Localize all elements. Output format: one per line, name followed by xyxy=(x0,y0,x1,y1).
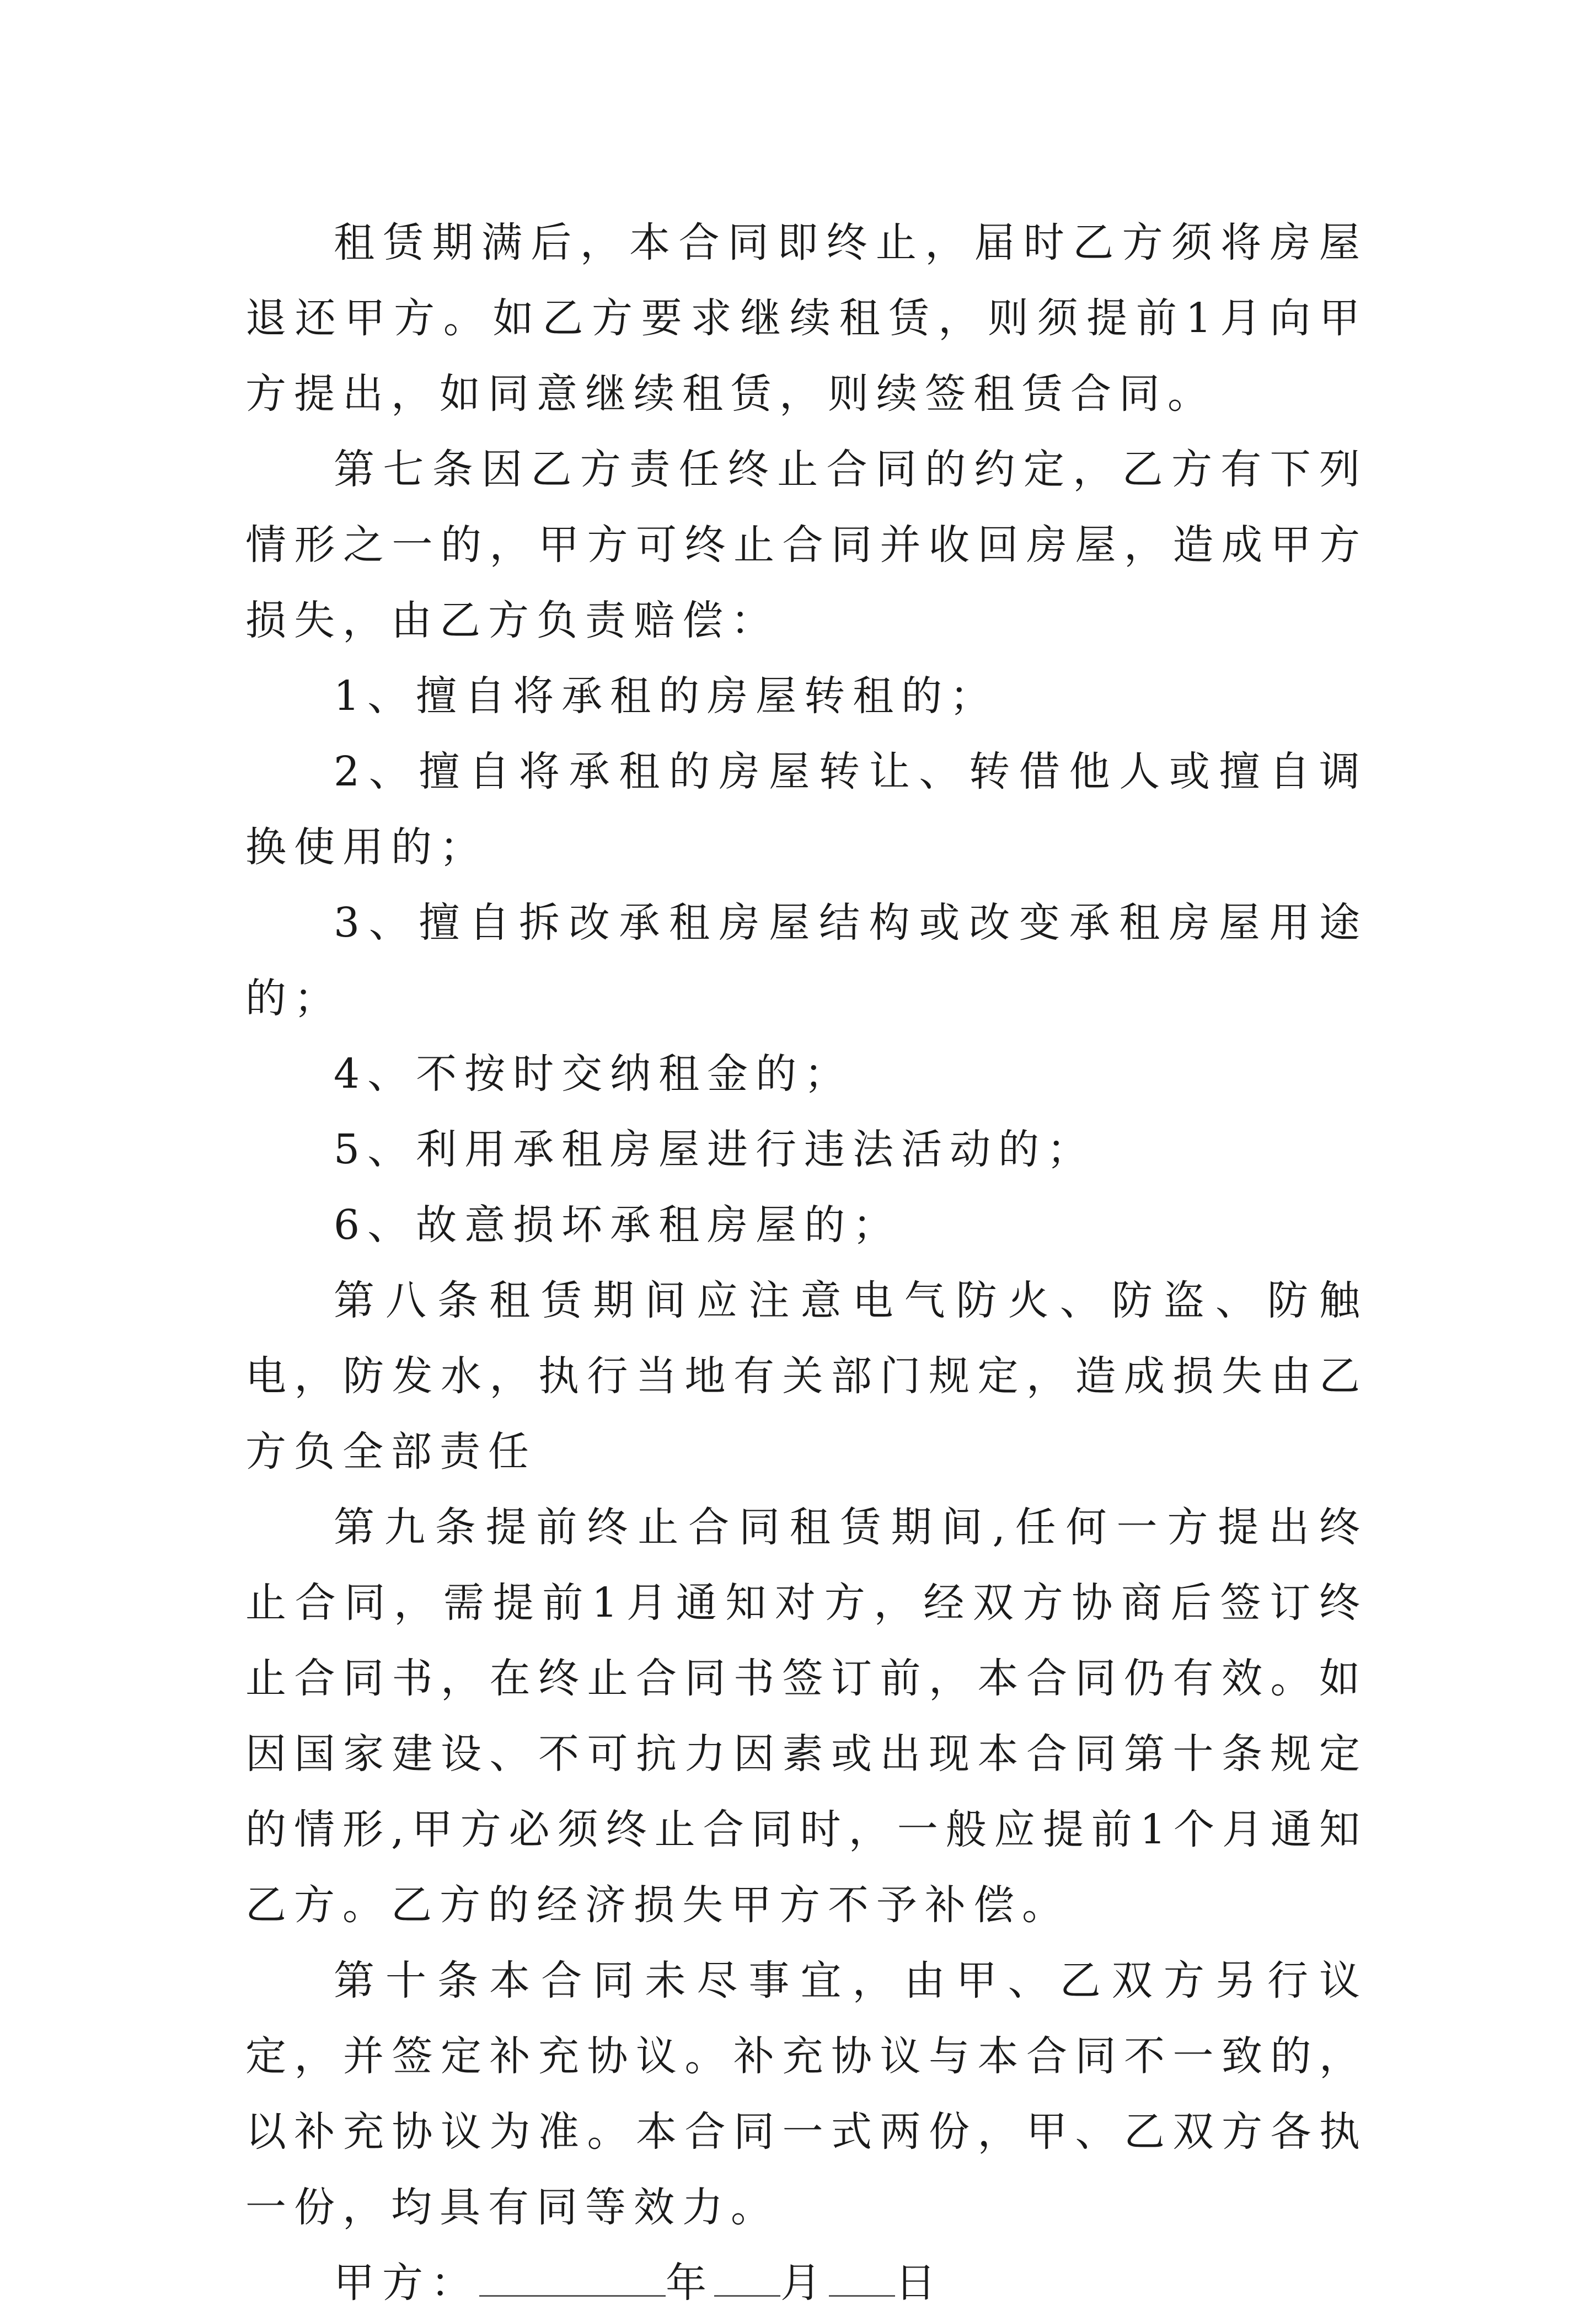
paragraph-article-7: 第七条因乙方责任终止合同的约定，乙方有下列情形之一的，甲方可终止合同并收回房屋，造成甲方损失，由乙方负责赔偿： xyxy=(245,446,1368,644)
paragraph-lease-expiry: 租赁期满后，本合同即终止，届时乙方须将房屋退还甲方。如乙方要求继续租赁，则须提前1月向甲方提出，如同意继续租赁，则续签租赁合同。 xyxy=(245,219,1368,418)
list-item-3: 3、擅自拆改承租房屋结构或改变承租房屋用途的； xyxy=(245,899,1368,1022)
list-item-2: 2、擅自将承租的房屋转让、转借他人或擅自调换使用的； xyxy=(245,748,1368,871)
list-item-5: 5、利用承租房屋进行违法活动的； xyxy=(334,1126,1096,1173)
paragraph-article-9: 第九条提前终止合同租赁期间,任何一方提出终止合同，需提前1月通知对方，经双方协商后签订终止合同书，在终止合同书签订前，本合同仍有效。如因国家建设、不可抗力因素或出现本合同第十条规定的情形,甲方必须终止合同时，一般应提前1个月通知乙方。乙方的经济损失甲方不予补偿。 xyxy=(245,1504,1368,1929)
list-item-1: 1、擅自将承租的房屋转租的； xyxy=(334,672,999,720)
signature-line xyxy=(245,2245,1368,2321)
party-a-label: 甲方： xyxy=(334,2259,479,2307)
list-item-6: 6、故意损坏承租房屋的； xyxy=(334,1201,902,1249)
year-label: 年 xyxy=(666,2259,714,2307)
month-label: 月 xyxy=(780,2259,829,2307)
document-page xyxy=(245,205,1368,2321)
paragraph-article-10: 第十条本合同未尽事宜，由甲、乙双方另行议定，并签定补充协议。补充协议与本合同不一致的，以补充协议为准。本合同一式两份，甲、乙双方各执一份，均具有同等效力。 xyxy=(245,1957,1368,2231)
day-label: 日 xyxy=(895,2259,944,2307)
paragraph-article-8: 第八条租赁期间应注意电气防火、防盗、防触电，防发水，执行当地有关部门规定，造成损失由乙方负全部责任 xyxy=(245,1277,1368,1475)
list-item-4: 4、不按时交纳租金的； xyxy=(334,1050,853,1098)
day-blank[interactable] xyxy=(829,2262,895,2297)
party-a-blank[interactable] xyxy=(479,2262,666,2297)
month-blank[interactable] xyxy=(714,2262,780,2297)
